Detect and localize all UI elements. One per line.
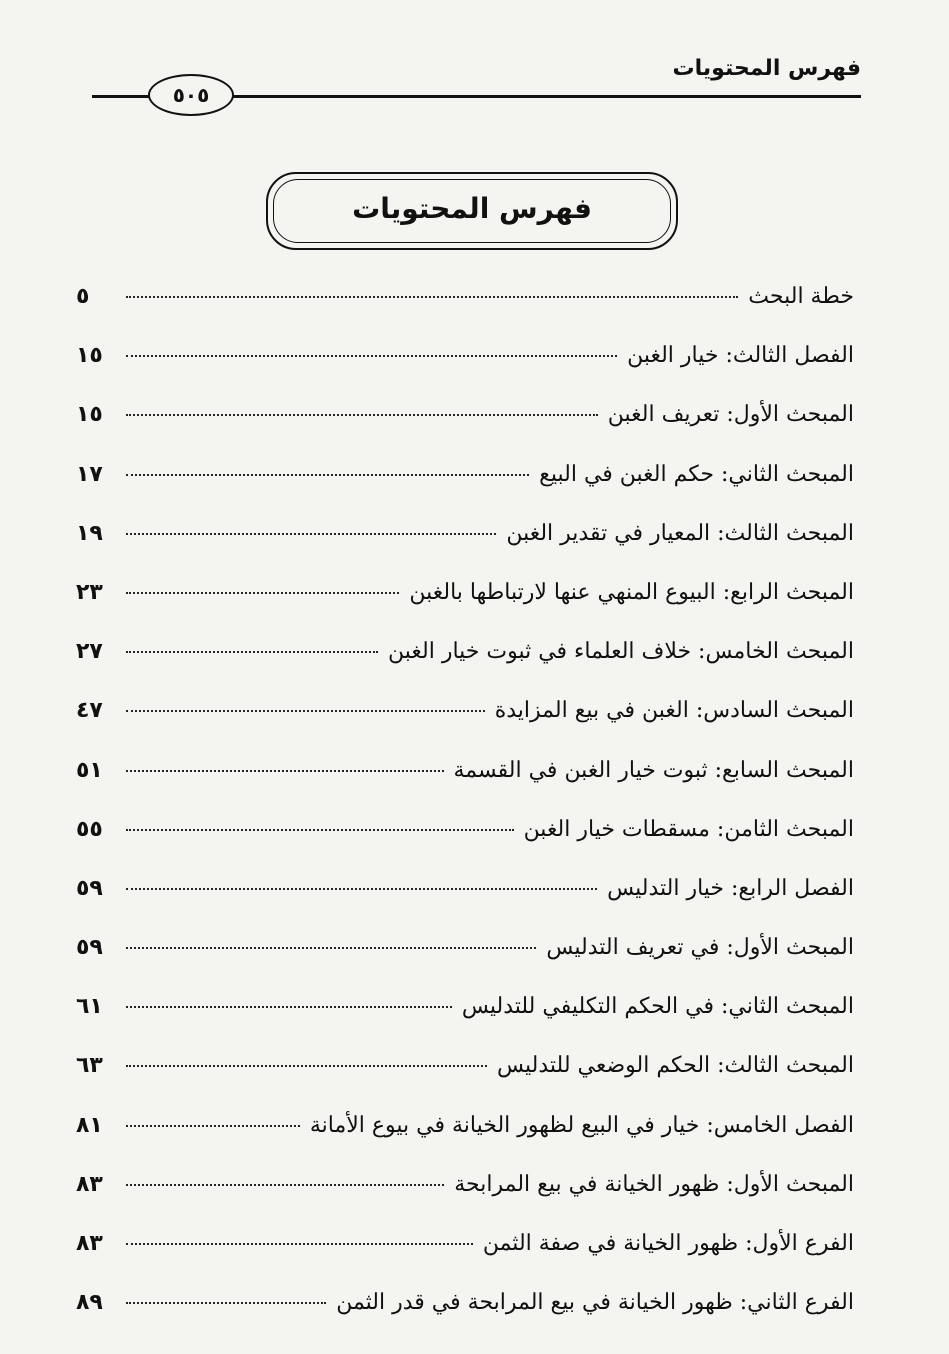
toc-entry-label: المبحث الثالث: المعيار في تقدير الغبن <box>506 520 854 546</box>
dot-leader <box>126 947 536 949</box>
running-header-title: فهرس المحتويات <box>672 56 861 81</box>
dot-leader <box>126 651 378 653</box>
toc-entry-page-number: ١٩ <box>76 520 103 546</box>
dot-leader <box>126 1125 300 1127</box>
toc-entry <box>76 807 854 866</box>
toc-entry-label: المبحث الأول: ظهور الخيانة في بيع المرابحة <box>454 1171 854 1197</box>
toc-entry <box>76 629 854 688</box>
page-number-badge: ٥٠٥ <box>148 74 234 116</box>
toc-entry <box>76 1280 854 1339</box>
toc-entry-label: خطة البحث <box>748 284 854 309</box>
toc-entry-page-number: ٥٥ <box>76 816 103 842</box>
dot-leader <box>126 355 617 357</box>
dot-leader <box>126 1184 444 1186</box>
toc-entry-label: المبحث الثاني: حكم الغبن في البيع <box>539 461 854 487</box>
toc-entry-page-number: ٢٣ <box>76 579 103 605</box>
toc-entry <box>76 748 854 807</box>
toc-entry-label: المبحث الثالث: الحكم الوضعي للتدليس <box>496 1053 854 1079</box>
toc-entry <box>76 333 854 392</box>
toc-entry-page-number: ٥ <box>76 284 90 309</box>
toc-entry-page-number: ٦٣ <box>76 1053 103 1079</box>
dot-leader <box>126 533 496 535</box>
page-title: فهرس المحتويات <box>352 192 592 225</box>
toc-entry-page-number: ١٥ <box>76 343 103 369</box>
toc-entry-label: المبحث الثامن: مسقطات خيار الغبن <box>523 816 854 842</box>
toc-entry <box>76 392 854 451</box>
toc-entry-label: الفرع الأول: ظهور الخيانة في صفة الثمن <box>482 1231 854 1256</box>
toc-entry-page-number: ٨١ <box>76 1112 103 1138</box>
toc-entry-page-number: ٥٩ <box>76 935 103 961</box>
toc-entry-page-number: ٥١ <box>76 757 103 783</box>
toc-entry-page-number: ٨٣ <box>76 1171 103 1197</box>
toc-entry-page-number: ٤٧ <box>76 698 103 724</box>
toc-entry-label: المبحث الأول: تعريف الغبن <box>607 402 854 428</box>
toc-entry <box>76 274 854 333</box>
toc-entry-page-number: ٥٩ <box>76 875 103 901</box>
dot-leader <box>126 296 738 298</box>
toc-entry-label: الفصل الخامس: خيار في البيع لظهور الخيانة في بيوع الأمانة <box>309 1112 854 1138</box>
toc-entry-label: المبحث الخامس: خلاف العلماء في ثبوت خيار الغبن <box>388 639 854 665</box>
toc-entry-label: الفصل الثالث: خيار الغبن <box>627 343 854 369</box>
toc-entry-page-number: ١٥ <box>76 402 103 428</box>
dot-leader <box>126 1065 487 1067</box>
dot-leader <box>126 888 597 890</box>
toc-entry-page-number: ٨٩ <box>76 1290 103 1316</box>
table-of-contents <box>76 274 854 1339</box>
dot-leader <box>126 1006 452 1008</box>
toc-entry-page-number: ٨٣ <box>76 1231 103 1256</box>
toc-entry <box>76 511 854 570</box>
toc-entry-page-number: ١٧ <box>76 461 103 487</box>
toc-entry-page-number: ٦١ <box>76 994 103 1020</box>
toc-entry <box>76 452 854 511</box>
toc-entry-label: المبحث الثاني: في الحكم التكليفي للتدليس <box>461 994 854 1020</box>
dot-leader <box>126 474 529 476</box>
toc-entry <box>76 688 854 747</box>
title-frame <box>266 172 678 250</box>
dot-leader <box>126 710 485 712</box>
toc-entry <box>76 1103 854 1162</box>
toc-entry-label: المبحث الأول: في تعريف التدليس <box>546 935 854 961</box>
dot-leader <box>126 829 514 831</box>
toc-entry <box>76 1043 854 1102</box>
toc-entry-label: الفصل الرابع: خيار التدليس <box>607 875 854 901</box>
toc-entry <box>76 866 854 925</box>
dot-leader <box>126 1302 326 1304</box>
toc-entry-label: المبحث السابع: ثبوت خيار الغبن في القسمة <box>453 757 854 783</box>
toc-entry <box>76 1221 854 1280</box>
dot-leader <box>126 1243 473 1245</box>
toc-entry <box>76 925 854 984</box>
toc-entry-label: الفرع الثاني: ظهور الخيانة في بيع المرابحة في قدر الثمن <box>336 1290 854 1316</box>
dot-leader <box>126 414 598 416</box>
toc-entry-label: المبحث الرابع: البيوع المنهي عنها لارتباطها بالغبن <box>409 579 854 605</box>
toc-entry <box>76 1162 854 1221</box>
dot-leader <box>126 770 444 772</box>
toc-entry <box>76 984 854 1043</box>
toc-entry-label: المبحث السادس: الغبن في بيع المزايدة <box>494 698 854 724</box>
toc-entry-page-number: ٢٧ <box>76 639 103 665</box>
dot-leader <box>126 592 399 594</box>
toc-entry <box>76 570 854 629</box>
